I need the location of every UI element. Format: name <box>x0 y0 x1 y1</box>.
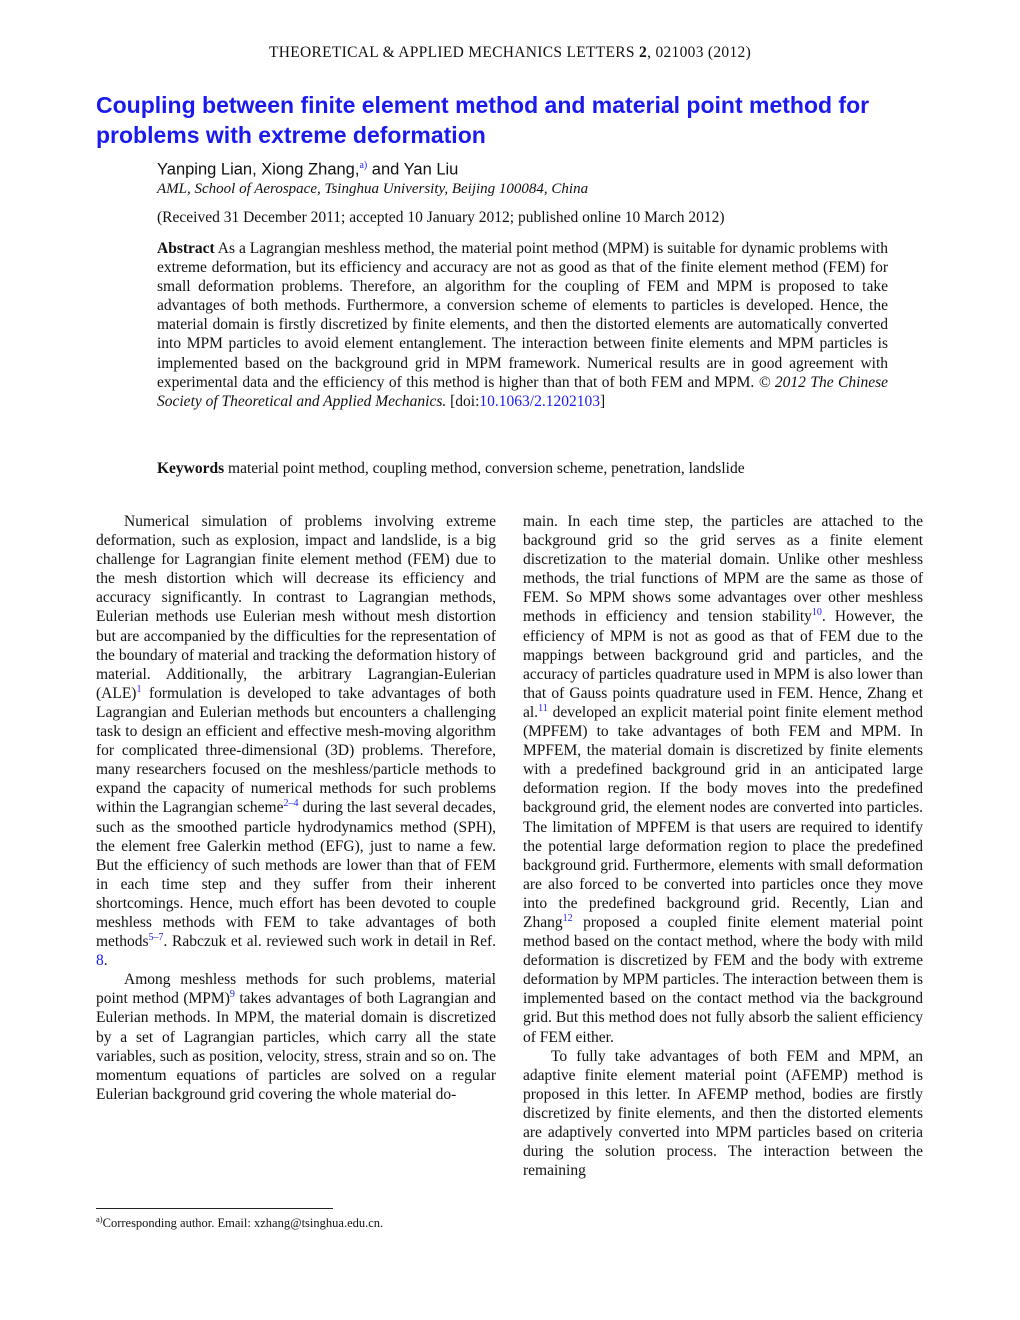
author-names: Yanping Lian, Xiong Zhang, <box>157 160 360 179</box>
citation-link[interactable]: 12 <box>562 912 573 924</box>
text-run: during the last several decades, such as the smoothed particle hydrodynamics method (SPH), the element free Galerkin method (EFG), just to name a few. But the efficiency of such methods are lower than that of FEM in each time step and they suffer from their inherent shortcomings. Hence, much effort has been devoted to couple meshless methods with FEM to take advantages of both methods <box>96 799 496 951</box>
doi-prefix: [doi: <box>446 392 480 410</box>
footnote <box>96 1214 383 1231</box>
abstract <box>157 239 888 411</box>
citation-link[interactable]: 10 <box>811 607 822 619</box>
footnote-rule <box>96 1208 333 1209</box>
article-number: , 021003 (2012) <box>647 44 752 61</box>
author-names-tail: and Yan Liu <box>367 160 459 179</box>
corresponding-author-mark[interactable]: a) <box>359 160 368 171</box>
text-run: Numerical simulation of problems involving extreme deformation, such as explosion, impact and landslide, is a big challenge for Lagrangian finite element method (FEM) due to the mesh distortion which will decrease its efficiency and accuracy significantly. In contrast to Lagrangian methods, Eulerian methods use Eulerian mesh without mesh distortion but are accompanied by the difficulties for the representation of the boundary of material and tracking the deformation history of material. Additionally, the arbitrary Lagrangian-Eulerian (ALE) <box>96 513 496 702</box>
text-run: . <box>103 952 108 970</box>
copyright-notice: © 2012 The Chinese Society of Theoretical and Applied Mechanics. <box>157 373 888 410</box>
abstract-text: As a Lagrangian meshless method, the material point method (MPM) is suitable for dynamic problems with extreme deformation, but its efficiency and accuracy are not as good as that of the finite element method (FEM) for small deformation problems. Therefore, an algorithm for the coupling of FEM and MPM is proposed to take advantages of both methods. Furthermore, a conversion scheme of elements to particles is developed. Hence, the material domain is firstly discretized by finite elements, and then the distorted elements are automatically converted into MPM particles to avoid element entanglement. The interaction between finite elements and MPM particles is implemented based on the background grid in MPM framework. Numerical results are in good agreement with experimental data and the efficiency of this method is higher than that of both FEM and MPM. <box>157 240 888 391</box>
citation-link[interactable]: 11 <box>538 702 548 714</box>
journal-name: THEORETICAL & APPLIED MECHANICS LETTERS <box>268 44 635 61</box>
received-dates: (Received 31 December 2011; accepted 10 January 2012; published online 10 March 2012) <box>157 209 725 226</box>
citation-link[interactable]: 2–4 <box>283 798 299 810</box>
citation-link[interactable]: 9 <box>229 989 235 1001</box>
author-list <box>157 160 458 180</box>
citation-link[interactable]: 1 <box>136 683 142 695</box>
keywords-text: material point method, coupling method, conversion scheme, penetration, landslide <box>224 460 745 477</box>
citation-link[interactable]: 5–7 <box>148 931 164 943</box>
footnote-mark: a) <box>96 1214 103 1224</box>
doi-suffix: ] <box>599 392 606 410</box>
footnote-text: Corresponding author. Email: xzhang@tsinghua.edu.cn. <box>102 1216 384 1231</box>
text-run: takes advantages of both Lagrangian and Eulerian methods. In MPM, the material domain is discretized by a set of Lagrangian particles, which carry all the state variables, such as position, velocity, stress, strain and so on. The momentum equations of particles are solved on a regular Eulerian background grid covering the whole material do- <box>96 990 496 1103</box>
text-run: Among meshless methods for such problems, material point method (MPM) <box>96 971 496 1008</box>
running-header <box>0 44 1020 62</box>
text-run: . However, the efficiency of MPM is not as good as that of FEM due to the mappings between background grid and particles, and the accuracy of particles quadrature used in MPM is also lower than that of Gauss points quadrature used in FEM. Hence, Zhang et al. <box>523 608 923 721</box>
text-run: formulation is developed to take advantages of both Lagrangian and Eulerian methods but encounters a challenging task to design an efficient and effective mesh-moving algorithm for complicated three-dimensional (3D) problems. Therefore, many researchers focused on the meshless/particle methods to expand the capacity of numerical methods for such problems within the Lagrangian scheme <box>96 684 496 817</box>
paper-title: Coupling between finite element method and material point method for problems with extreme deformation <box>96 92 870 148</box>
volume-number: 2 <box>639 44 648 61</box>
text-run: main. In each time step, the particles are attached to the background grid so the grid serves as a finite element discretization to the material domain. Unlike other meshless methods, the trial functions of MPM are the same as those of FEM. So MPM shows some advantages over other meshless methods in efficiency and tension stability <box>523 513 923 626</box>
keywords-label: Keywords <box>157 460 225 477</box>
text-run: developed an explicit material point finite element method (MPFEM) to take advantages of both FEM and MPM. In MPFEM, the material domain is discretized by finite elements with a predefined background grid in an anticipated large deformation region. If the body moves into the predefined background grid, the element nodes are converted into particles. The limitation of MPFEM is that users are required to identify the potential large deformation region to place the predefined background grid. Furthermore, elements with small deformation are also forced to be converted into particles once they move into the predefined background grid. Recently, Lian and Zhang <box>523 703 923 931</box>
citation-link[interactable]: 8 <box>96 952 104 970</box>
body-column-left <box>96 512 496 1104</box>
text-run: . Rabczuk et al. reviewed such work in detail in Ref. <box>163 933 496 951</box>
paragraph-intro <box>96 512 496 970</box>
keywords <box>157 460 745 478</box>
text-run: proposed a coupled finite element material point method based on the contact method, where the body with mild deformation is discretized by FEM and the body with extreme deformation by MPM particles. The interaction between them is implemented based on the contact method via the background grid. But this method does not fully absorb the salient efficiency of FEM either. <box>523 913 923 1046</box>
paragraph-afemp: To fully take advantages of both FEM and MPM, an adaptive finite element material point (AFEMP) method is proposed in this letter. In AFEMP method, bodies are firstly discretized by finite elements, and then the distorted elements are adaptively converted into MPM particles based on criteria during the solution process. The interaction between the remaining <box>523 1047 923 1180</box>
body-column-right <box>523 512 923 1180</box>
paragraph-mpm-continued <box>523 512 923 1047</box>
doi-link[interactable]: 10.1063/2.1202103 <box>479 392 600 410</box>
affiliation: AML, School of Aerospace, Tsinghua University, Beijing 100084, China <box>157 181 589 197</box>
abstract-label: Abstract <box>157 240 215 257</box>
paragraph-mpm <box>96 970 496 1104</box>
